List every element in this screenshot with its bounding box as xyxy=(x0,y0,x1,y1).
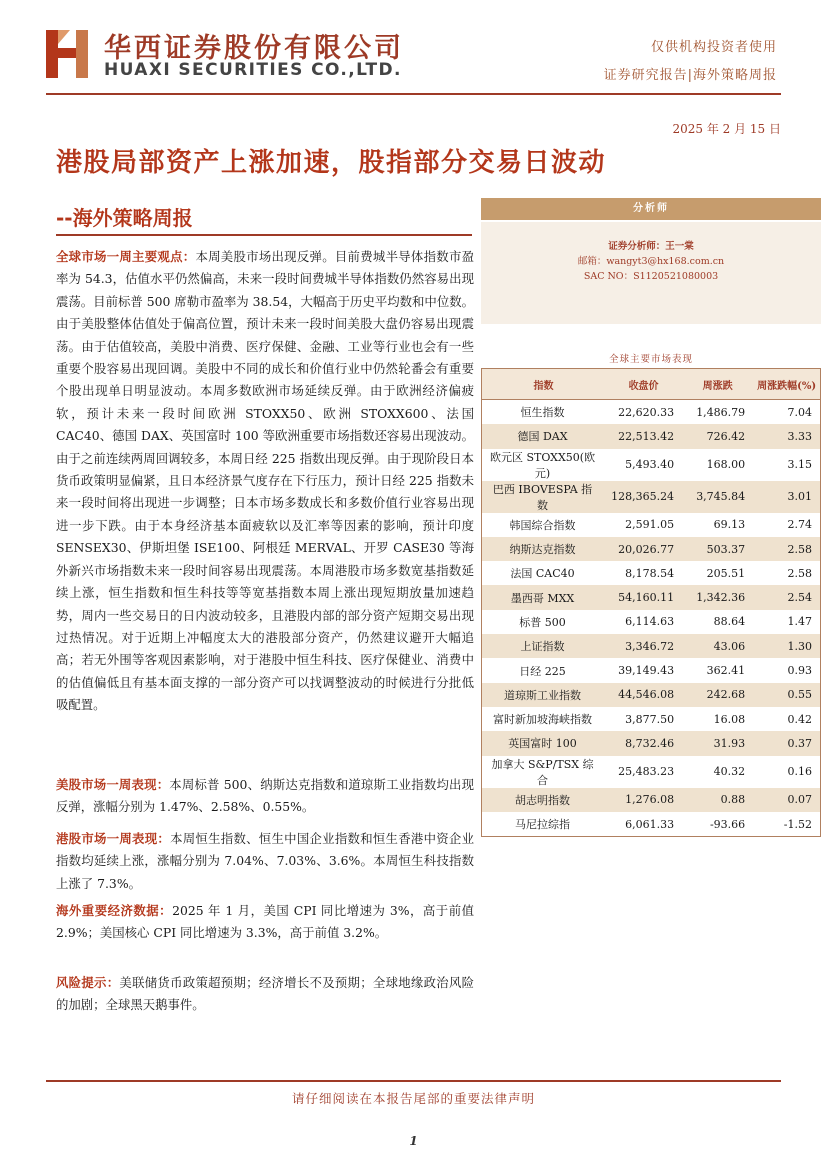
market-table xyxy=(481,368,821,837)
change-pct-cell: 3.15 xyxy=(787,458,812,472)
report-subtitle: --海外策略周报 xyxy=(56,206,193,230)
change-pct-cell: 2.74 xyxy=(787,518,812,532)
close-cell: 128,365.24 xyxy=(605,481,682,513)
change-pct-cell: -1.52 xyxy=(783,817,812,831)
close-cell: 3,346.72 xyxy=(605,634,682,658)
table-row xyxy=(482,585,821,609)
table-row xyxy=(482,537,821,561)
change-cell: 40.32 xyxy=(713,765,746,779)
table-row xyxy=(482,449,821,481)
report-title: 港股局部资产上涨加速，股指部分交易日波动 xyxy=(56,148,607,178)
table-row xyxy=(482,756,821,788)
close-cell: 20,026.77 xyxy=(605,537,682,561)
risk-paragraph xyxy=(56,972,474,1017)
close-cell: 39,149.43 xyxy=(618,664,675,678)
close-cell: 8,732.46 xyxy=(605,731,682,755)
close-cell: 25,483.23 xyxy=(618,765,675,779)
table-row xyxy=(482,788,821,812)
change-cell: 3,745.84 xyxy=(682,481,753,513)
close-cell: 54,160.11 xyxy=(605,585,682,609)
change-cell: 16.08 xyxy=(713,712,746,726)
risk-lead: 风险提示： xyxy=(56,975,120,990)
change-cell: 242.68 xyxy=(682,683,753,707)
change-pct-cell: 0.16 xyxy=(787,765,812,779)
legal-disclaimer: 请仔细阅读在本报告尾部的重要法律声明 xyxy=(291,1091,535,1106)
change-pct-cell: 3.33 xyxy=(753,424,820,448)
index-name-cell: 道琼斯工业指数 xyxy=(482,683,606,707)
hk-market-text: 本周恒生指数、恒生中国企业指数和恒生香港中资企业指数均延续上涨，涨幅分别为 7.04%、7.03%、3.6%。本周恒生科技指数上涨了 7.3%。 xyxy=(56,831,475,891)
change-pct-cell: 2.58 xyxy=(787,566,812,580)
change-cell: 69.13 xyxy=(713,518,746,532)
index-name-cell: 巴西 IBOVESPA 指数 xyxy=(482,481,606,513)
header-close: 收盘价 xyxy=(605,369,682,400)
table-row xyxy=(482,812,821,837)
macro-data-paragraph xyxy=(56,900,474,945)
change-cell: 205.51 xyxy=(706,566,746,580)
analyst-heading: 分析师 xyxy=(481,198,821,220)
index-name-cell: 加拿大 S&P/TSX 综合 xyxy=(491,757,594,787)
close-cell: 6,061.33 xyxy=(625,817,675,831)
table-row xyxy=(482,731,821,755)
table-row xyxy=(482,658,821,682)
index-name-cell: 法国 CAC40 xyxy=(510,567,575,581)
table-row xyxy=(482,707,821,731)
global-market-lead: 全球市场一周主要观点： xyxy=(56,249,196,264)
change-pct-cell: 0.55 xyxy=(753,683,820,707)
change-pct-cell: 3.01 xyxy=(753,481,820,513)
index-name-cell: 马尼拉综指 xyxy=(515,818,571,831)
close-cell: 5,493.40 xyxy=(625,458,675,472)
index-name-cell: 标普 500 xyxy=(519,615,566,629)
index-name-cell: 纳斯达克指数 xyxy=(482,537,606,561)
close-cell: 3,877.50 xyxy=(625,712,675,726)
change-cell: 31.93 xyxy=(682,731,753,755)
header-index: 指数 xyxy=(482,369,606,400)
close-cell: 22,513.42 xyxy=(605,424,682,448)
market-table-title: 全球主要市场表现 xyxy=(608,354,693,365)
index-name-cell: 胡志明指数 xyxy=(482,788,606,812)
company-logo xyxy=(46,28,94,80)
index-name-cell: 墨西哥 MXX xyxy=(482,585,606,609)
us-market-lead: 美股市场一周表现： xyxy=(56,777,170,792)
table-row xyxy=(482,634,821,658)
header-change-pct: 周涨跌幅(%) xyxy=(753,369,820,400)
change-pct-cell: 7.04 xyxy=(787,405,812,419)
close-cell: 6,114.63 xyxy=(625,615,675,629)
report-date: 2025 年 2 月 15 日 xyxy=(672,122,781,136)
table-header-row xyxy=(482,369,821,400)
index-name-cell: 英国富时 100 xyxy=(482,731,606,755)
close-cell: 1,276.08 xyxy=(605,788,682,812)
change-pct-cell: 0.37 xyxy=(753,731,820,755)
header-change: 周涨跌 xyxy=(682,369,753,400)
index-name-cell: 德国 DAX xyxy=(482,424,606,448)
analyst-info xyxy=(481,222,821,324)
close-cell: 8,178.54 xyxy=(625,566,675,580)
change-cell: 1,342.36 xyxy=(682,585,753,609)
company-name-cn: 华西证券股份有限公司 xyxy=(104,33,404,64)
analyst-name: 证券分析师：王一棠 xyxy=(608,241,694,252)
change-cell: 503.37 xyxy=(682,537,753,561)
table-row xyxy=(482,424,821,448)
table-row xyxy=(482,400,821,425)
change-cell: 362.41 xyxy=(706,664,746,678)
close-cell: 22,620.33 xyxy=(618,405,675,419)
global-market-text: 本周美股市场出现反弹。目前费城半导体指数市盈率为 54.3，估值水平仍然偏高，未来一段时间费城半导体指数仍然容易出现震荡。目前标普 500 席勒市盈率为 38.54，大幅高于历史平均数和中位数。由于美股整体估值处于偏高位置，预计未来一段时间美股大盘仍容易出现震荡。由于估值较高，美股中消费、医疗保健、金融、工业等行业也会有一些重要个股容易出现回调。美股中不同的成长和价值行业中仍然轮番会有重要个股出现单日明显波动。本周多数欧洲市场延续反弹。由于欧洲经济偏疲软，预计未来一段时间欧洲 STOXX50、欧洲 STOXX600、法国 CAC40、德国 DAX、英国富时 100 等欧洲重要市场指数还容易出现波动。由于之前连续两周回调较多，本周日经 225 指数出现反弹。由于现阶段日本货币政策明显偏紧，且日本经济景气度存在下行压力，预计日经 225 指数未来一段时间将出现进一步调整；日本市场多数成长和多数价值行业容易出现进一步下跌。由于本身经济基本面疲软以及汇率等因素的影响，预计印度 SENSEX30、伊斯坦堡 ISE100、阿根廷 MERVAL、开罗 CASE30 等海外新兴市场指数未来一段时间容易出现震荡。本周港股市场多数宽基指数延续上涨，恒生指数和恒生科技等等宽基指数本周上涨出现短期放量加速趋势，周内一些交易日的日内波动较多，且港股内部的部分资产短期交易出现过热情况。对于近期上冲幅度太大的港股部分资产，仍然建议避开大幅追高；若无外围等客观因素影响，对于港股中恒生科技、医疗保健业、消费中的估值偏低且有基本面支撑的一部分资产可以找调整波动的时候进行分批低吸配置。 xyxy=(56,249,475,713)
company-name-en: HUAXI SECURITIES CO.,LTD. xyxy=(104,60,402,80)
analyst-sac: SAC NO：S1120521080003 xyxy=(583,271,719,282)
change-pct-cell: 0.07 xyxy=(753,788,820,812)
index-name-cell: 韩国综合指数 xyxy=(509,518,576,532)
subtitle-divider xyxy=(56,234,472,236)
index-name-cell: 欧元区 STOXX50(欧元) xyxy=(489,450,596,480)
change-cell: 0.88 xyxy=(682,788,753,812)
change-cell: 88.64 xyxy=(713,615,746,629)
change-cell: 43.06 xyxy=(682,634,753,658)
index-name-cell: 恒生指数 xyxy=(520,406,565,420)
analyst-email: 邮箱：wangyt3@hx168.com.cn xyxy=(577,256,725,267)
report-type: 证券研究报告|海外策略周报 xyxy=(603,68,777,83)
change-pct-cell: 0.42 xyxy=(787,712,812,726)
close-cell: 44,546.08 xyxy=(605,683,682,707)
market-table-body xyxy=(482,400,821,837)
close-cell: 2,591.05 xyxy=(625,518,675,532)
hk-market-paragraph xyxy=(56,828,474,895)
table-row xyxy=(482,561,821,585)
hk-market-lead: 港股市场一周表现： xyxy=(56,831,171,846)
table-row xyxy=(482,481,821,513)
change-cell: 1,486.79 xyxy=(696,405,746,419)
table-row xyxy=(482,513,821,537)
macro-data-text: 2025 年 1 月，美国 CPI 同比增速为 3%，高于前值 2.9%；美国核心 CPI 同比增速为 3.3%，高于前值 3.2%。 xyxy=(56,903,474,941)
change-cell: -93.66 xyxy=(709,817,746,831)
us-market-paragraph xyxy=(56,774,474,819)
index-name-cell: 日经 225 xyxy=(519,664,566,678)
global-market-paragraph xyxy=(56,246,474,717)
audience-note: 仅供机构投资者使用 xyxy=(650,40,777,55)
change-cell: 168.00 xyxy=(706,458,746,472)
macro-data-lead: 海外重要经济数据： xyxy=(56,903,173,918)
index-name-cell: 富时新加坡海峡指数 xyxy=(493,713,593,727)
change-pct-cell: 0.93 xyxy=(787,664,812,678)
risk-text: 美联储货币政策超预期；经济增长不及预期；全球地缘政治风险的加剧；全球黑天鹅事件。 xyxy=(56,975,475,1013)
page-number: 1 xyxy=(409,1134,418,1148)
footer-divider xyxy=(46,1080,781,1082)
change-cell: 726.42 xyxy=(682,424,753,448)
change-pct-cell: 2.54 xyxy=(753,585,820,609)
change-pct-cell: 2.58 xyxy=(753,537,820,561)
index-name-cell: 上证指数 xyxy=(482,634,606,658)
table-row xyxy=(482,683,821,707)
header-divider xyxy=(46,93,781,95)
us-market-text: 本周标普 500、纳斯达克指数和道琼斯工业指数均出现反弹，涨幅分别为 1.47%、2.58%、0.55%。 xyxy=(56,777,475,815)
table-row xyxy=(482,610,821,634)
change-pct-cell: 1.30 xyxy=(753,634,820,658)
change-pct-cell: 1.47 xyxy=(787,615,812,629)
